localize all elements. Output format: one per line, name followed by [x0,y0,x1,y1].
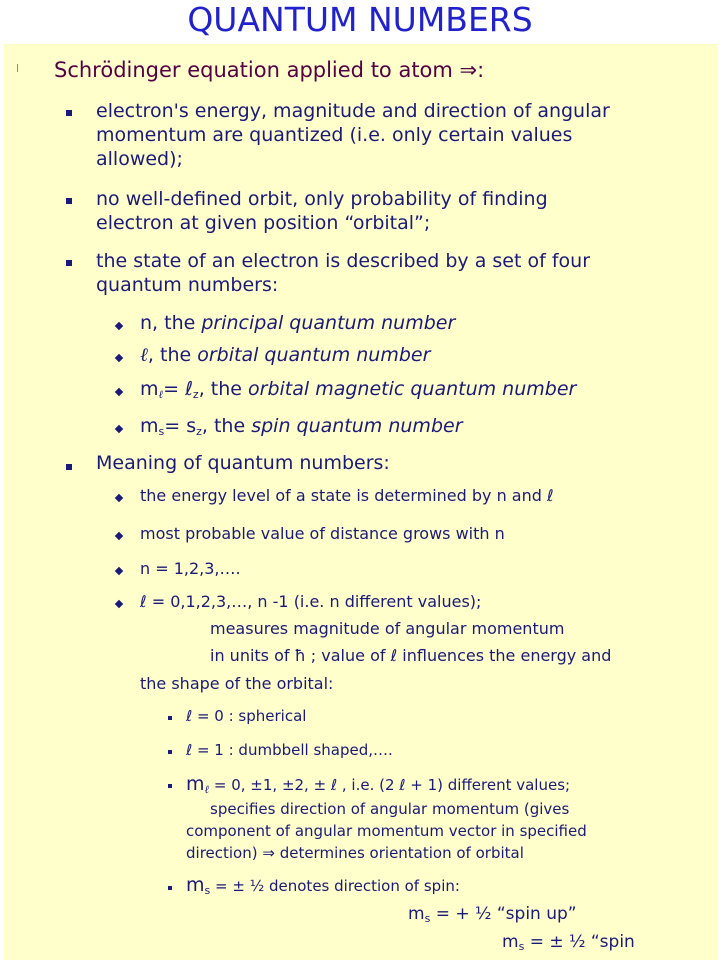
sub-ms-down [502,932,635,953]
qn-ml-name: orbital magnetic quantum number [248,378,577,400]
qn-ml-sub2: z [192,388,199,401]
qn-spin [140,415,463,438]
sub-ml-text: = 0, ±1, ±2, ± ℓ , i.e. (2 ℓ + 1) different values; [209,776,571,794]
qn-ms-mid: = s [164,415,197,437]
meaning-l-line2: measures magnitude of angular momentum [210,619,565,638]
sub-ms-down-prefix: m [502,932,519,952]
heading-schrodinger: Schrödinger equation applied to atom ⇒: [54,58,485,82]
bullet-diamond-icon [115,600,123,608]
sub-ms-subscript: s [204,884,211,897]
bullet-square-icon [66,260,72,266]
sub-l0: ℓ = 0 : spherical [186,707,307,725]
sub-ml-line3: component of angular momentum vector in specified [186,822,587,840]
qn-ms-sub: s [158,425,165,438]
sub-l1: ℓ = 1 : dumbbell shaped,…. [186,741,393,759]
qn-ms-prefix: m [140,415,159,437]
bullet-small-square-icon [168,784,172,788]
bullet-diamond-icon [115,354,123,362]
qn-l-symbol: ℓ [140,344,148,366]
bullet1-line3: allowed); [96,148,183,170]
qn-ml-prefix: m [140,378,159,400]
qn-n-name: principal quantum number [201,312,456,334]
sub-ml-prefix: m [186,773,205,795]
meaning-l-values: ℓ = 0,1,2,3,…, n -1 (i.e. n different values); [140,592,482,611]
qn-l-name: orbital quantum number [197,344,431,366]
sub-ms-up-text: = + ½ “spin up” [430,904,577,924]
qn-n-label: n, the [140,312,202,334]
bullet3-line1: the state of an electron is described by a set of four [96,250,590,272]
qn-magnetic [140,378,576,401]
bullet-small-square-icon [168,716,172,720]
qn-ml-label: , the [198,378,249,400]
meaning-energy: the energy level of a state is determined by n and ℓ [140,486,554,505]
qn-ms-sub2: z [196,425,202,438]
bullet-diamond-icon [115,322,123,330]
sub-ms [186,874,460,897]
bullet-small-square-icon [168,886,172,890]
meaning-distance: most probable value of distance grows with n [140,524,505,543]
sub-ms-prefix: m [186,874,205,896]
page-title: QUANTUM NUMBERS [187,0,533,39]
qn-ml-sub: ℓ [158,388,164,401]
bullet-diamond-icon [115,532,123,540]
sub-ms-up-sub: s [424,912,431,925]
content-panel [4,44,718,960]
qn-ms-name: spin quantum number [251,415,463,437]
bullet2-line1: no well-defined orbit, only probability of finding [96,188,548,210]
bullet1-line1: electron's energy, magnitude and direction of angular [96,100,610,122]
bullet-diamond-icon [115,425,123,433]
bullet-diamond-icon [115,388,123,396]
sub-ml-line4: direction) ⇒ determines orientation of orbital [186,844,524,862]
meaning-n-values: n = 1,2,3,…. [140,559,241,578]
bullet-square-icon [66,110,72,116]
bullet1-line2: momentum are quantized (i.e. only certain values [96,124,573,146]
bullet-square-icon [66,464,72,470]
sub-ml [186,773,570,796]
sub-ms-up [408,904,577,925]
sub-ms-up-prefix: m [408,904,425,924]
sub-ms-down-sub: s [518,940,525,953]
bullet-diamond-icon [115,567,123,575]
bullet-diamond-icon [115,494,123,502]
sub-ms-down-text: = ± ½ “spin [524,932,635,952]
heading-marker: l [16,62,20,75]
meaning-l-line3: in units of ħ ; value of ℓ influences the energy and [210,646,612,665]
sub-ms-text: = ± ½ denotes direction of spin: [210,877,460,895]
meaning-l-line4: the shape of the orbital: [140,674,334,693]
qn-principal [140,312,455,334]
bullet-small-square-icon [168,750,172,754]
bullet3-line2: quantum numbers: [96,274,279,296]
sub-ml-line2: specifies direction of angular momentum (gives [210,800,570,818]
qn-ms-label: , the [201,415,252,437]
qn-ml-mid: = ℓ [163,378,193,400]
bullet2-line2: electron at given position “orbital”; [96,212,431,234]
bullet4-meaning: Meaning of quantum numbers: [96,452,390,474]
bullet-square-icon [66,198,72,204]
qn-orbital [140,344,430,367]
sub-ml-subscript: ℓ [204,783,210,796]
qn-l-label: , the [147,344,198,366]
